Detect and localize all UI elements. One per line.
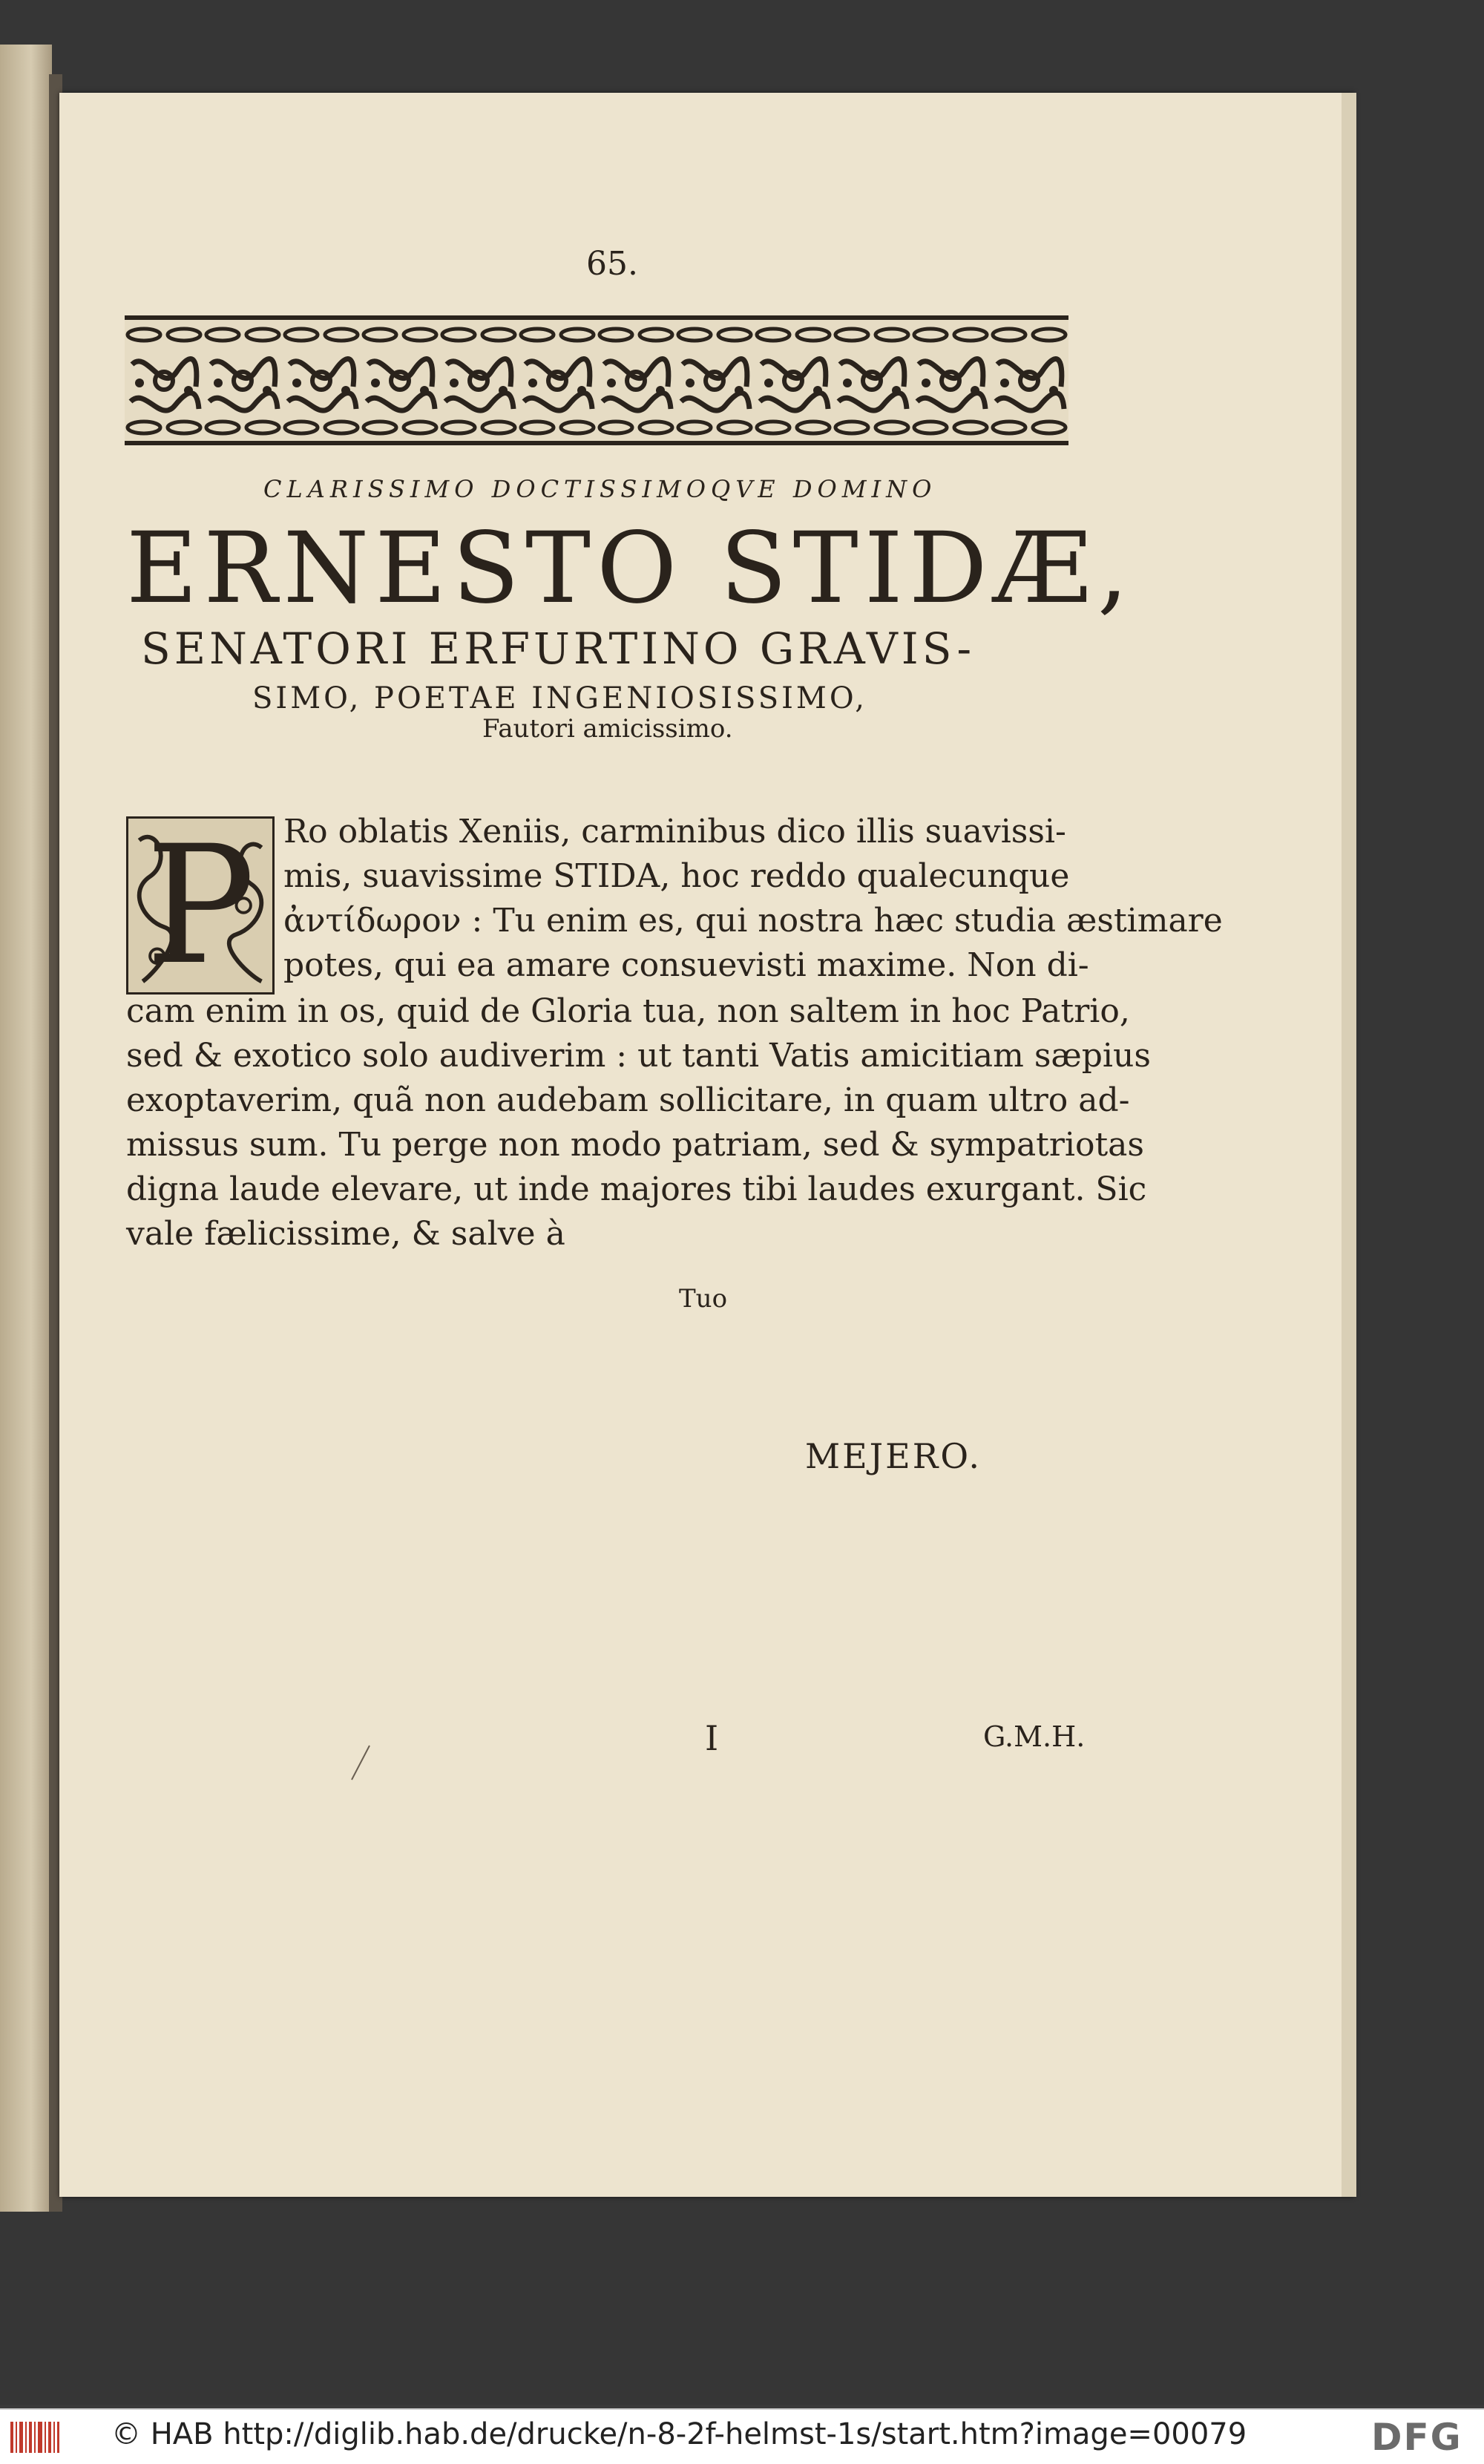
dfg-logo: DFG bbox=[1371, 2416, 1462, 2459]
signature: MEJERO. bbox=[805, 1436, 982, 1476]
body-line: Ro oblatis Xeniis, carminibus dico illis suavissi- bbox=[283, 813, 1066, 851]
barcode-icon bbox=[9, 2420, 61, 2454]
stray-ink-mark bbox=[349, 1744, 371, 1781]
drop-cap-letter: P bbox=[145, 810, 256, 1000]
facing-page-edge bbox=[0, 45, 52, 2212]
title-line: SIMO, POETAE INGENIOSISSIMO, bbox=[252, 681, 868, 715]
catchword: G.M.H. bbox=[983, 1720, 1086, 1753]
body-line: mis, suavissime STIDA, hoc reddo qualecunque bbox=[283, 857, 1070, 895]
body-line: missus sum. Tu perge non modo patriam, sed & sympatriotas bbox=[126, 1126, 1144, 1164]
footer-bar bbox=[0, 2408, 1484, 2464]
source-link[interactable]: © HAB http://diglib.hab.de/drucke/n-8-2f-helmst-1s/start.htm?image=00079 bbox=[111, 2417, 1247, 2451]
title-line: SENATORI ERFURTINO GRAVIS- bbox=[141, 623, 976, 674]
body-line: sed & exotico solo audiverim : ut tanti Vatis amicitiam sæpius bbox=[126, 1037, 1151, 1075]
closing-word: Tuo bbox=[679, 1284, 728, 1314]
body-line: exoptaverim, quã non audebam sollicitare, in quam ultro ad- bbox=[126, 1081, 1130, 1119]
decorated-initial bbox=[126, 810, 275, 1000]
title-line: Fautori amicissimo. bbox=[482, 714, 733, 744]
page-edge bbox=[1342, 93, 1356, 2197]
page-number: 65. bbox=[586, 245, 638, 283]
body-line: ἀντίδωρον : Tu enim es, qui nostra hæc studia æstimare bbox=[283, 902, 1223, 940]
signature-mark: I bbox=[705, 1718, 719, 1758]
body-line: cam enim in os, quid de Gloria tua, non saltem in hoc Patrio, bbox=[126, 992, 1130, 1030]
body-line: digna laude elevare, ut inde majores tibi laudes exurgant. Sic bbox=[126, 1170, 1147, 1208]
ornamental-headpiece bbox=[125, 315, 1068, 445]
dedication-line: CLARISSIMO DOCTISSIMOQVE DOMINO bbox=[263, 475, 937, 503]
body-line: potes, qui ea amare consuevisti maxime. Non di- bbox=[283, 946, 1089, 984]
body-line: vale fælicissime, & salve à bbox=[126, 1215, 565, 1253]
recipient-name: ERNESTO STIDÆ, bbox=[126, 511, 1135, 626]
